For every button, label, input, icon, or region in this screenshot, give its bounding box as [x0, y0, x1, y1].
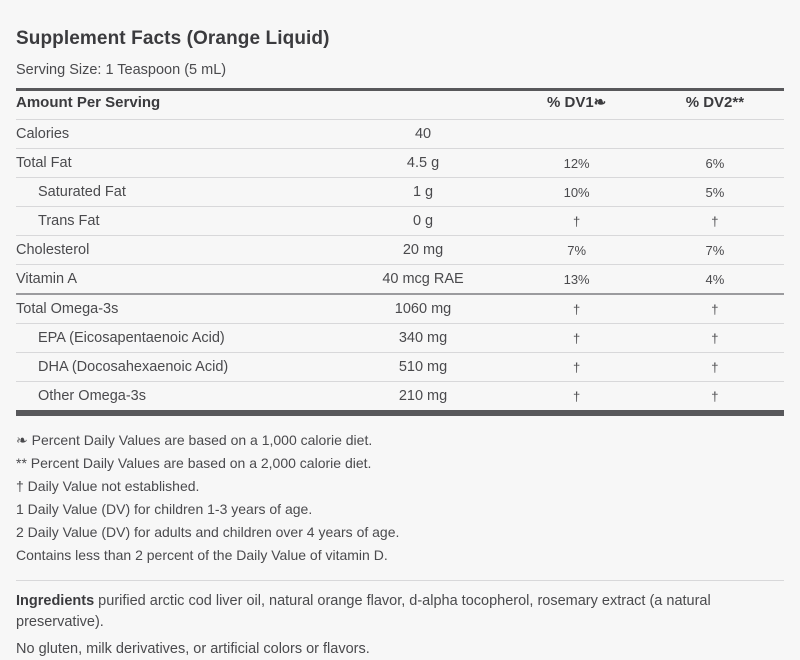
table-row [16, 149, 784, 178]
footnote-item: ** Percent Daily Values are based on a 2,000 calorie diet. [16, 455, 372, 471]
no-gluten-note: No gluten, milk derivatives, or artificial colors or flavors. [16, 641, 370, 658]
row-dv2: 4% [705, 271, 725, 287]
row-dv2: 5% [705, 184, 725, 200]
row-dv2 [646, 120, 784, 149]
footnote-item: † Daily Value not established. [16, 478, 200, 494]
footnotes [16, 430, 784, 566]
header-dv2: % DV2** [685, 93, 745, 111]
table-row [16, 178, 784, 207]
ingredients-block [16, 591, 784, 633]
table-body [16, 120, 784, 412]
divider [16, 580, 784, 581]
row-amount: 1060 mg [394, 301, 452, 317]
row-nutrient-name: Vitamin A [16, 271, 77, 287]
footnote-item: 2 Daily Value (DV) for adults and children over 4 years of age. [16, 524, 400, 540]
row-nutrient-name: DHA (Docosahexaenoic Acid) [38, 359, 229, 375]
supplement-facts-table [16, 88, 784, 413]
table-row [16, 324, 784, 353]
row-dv1: † [573, 330, 581, 346]
table-row [16, 236, 784, 265]
row-amount: 40 [414, 126, 432, 142]
header-amount-blank [339, 90, 508, 120]
row-nutrient-name: Saturated Fat [38, 184, 126, 200]
serving-size: Serving Size: 1 Teaspoon (5 mL) [16, 62, 227, 78]
row-dv1: 7% [567, 242, 587, 258]
table-row [16, 207, 784, 236]
row-dv1 [508, 120, 646, 149]
row-dv2: † [711, 388, 719, 404]
row-dv1: 12% [563, 155, 590, 171]
row-amount: 1 g [412, 184, 434, 200]
row-dv1: 13% [563, 271, 590, 287]
row-dv1: 10% [563, 184, 590, 200]
row-amount: 0 g [412, 213, 434, 229]
footnote-item: 1 Daily Value (DV) for children 1-3 years of age. [16, 501, 313, 517]
row-dv1: † [573, 388, 581, 404]
page-title: Supplement Facts (Orange Liquid) [16, 28, 330, 49]
row-amount: 340 mg [398, 330, 448, 346]
row-nutrient-name: EPA (Eicosapentaenoic Acid) [38, 330, 225, 346]
header-dv1: % DV1❧ [546, 94, 607, 111]
table-row [16, 120, 784, 149]
row-amount: 4.5 g [406, 155, 440, 171]
row-amount: 510 mg [398, 359, 448, 375]
ingredients-text: purified arctic cod liver oil, natural orange flavor, d-alpha tocopherol, rosemary extract (a natural preservative). [16, 593, 711, 631]
row-nutrient-name: Trans Fat [38, 213, 100, 229]
row-dv2: 6% [705, 155, 725, 171]
table-row [16, 294, 784, 324]
row-dv2: † [711, 359, 719, 375]
header-amount-per-serving: Amount Per Serving [16, 93, 161, 111]
row-nutrient-name: Calories [16, 126, 70, 142]
footnote-item: ❧ Percent Daily Values are based on a 1,000 calorie diet. [16, 432, 373, 448]
row-nutrient-name: Total Omega-3s [16, 301, 119, 317]
row-dv2: † [711, 301, 719, 317]
row-nutrient-name: Cholesterol [16, 242, 90, 258]
row-amount: 210 mg [398, 388, 448, 404]
row-dv2: † [711, 213, 719, 229]
row-dv2: † [711, 330, 719, 346]
row-amount: 40 mcg RAE [382, 271, 464, 287]
table-row [16, 265, 784, 295]
row-amount: 20 mg [402, 242, 444, 258]
row-nutrient-name: Other Omega-3s [38, 388, 146, 404]
table-row [16, 353, 784, 382]
row-dv1: † [573, 301, 581, 317]
table-row [16, 382, 784, 412]
row-dv2: 7% [705, 242, 725, 258]
row-dv1: † [573, 359, 581, 375]
row-nutrient-name: Total Fat [16, 155, 72, 171]
table-header-row [16, 90, 784, 120]
ingredients-label: Ingredients [16, 593, 95, 609]
footnote-item: Contains less than 2 percent of the Daily Value of vitamin D. [16, 547, 388, 563]
row-dv1: † [573, 213, 581, 229]
